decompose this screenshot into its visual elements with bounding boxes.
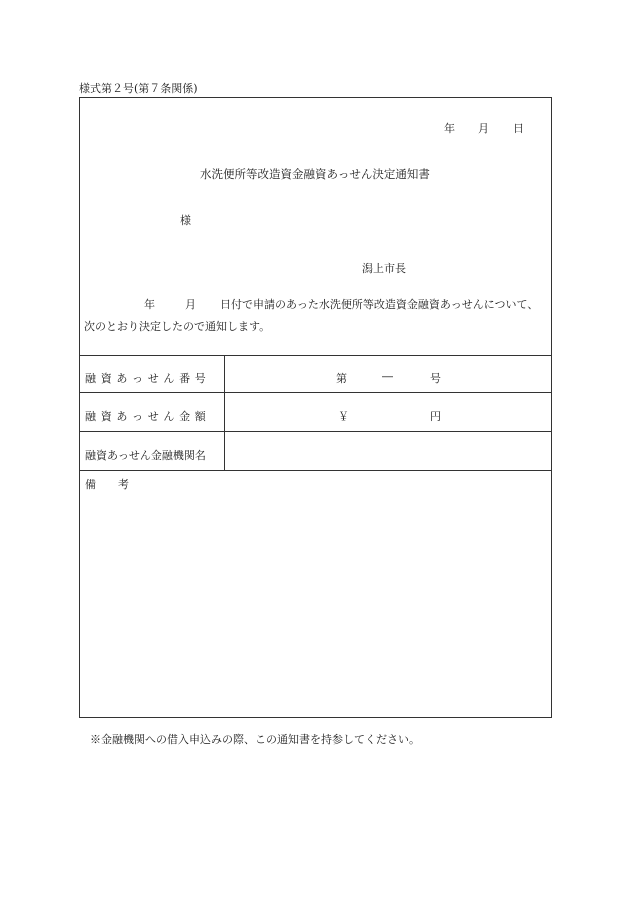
divider [80,431,551,432]
remarks-label [85,476,129,492]
loan-number-label: 融資あっせん番号 [85,372,211,385]
loan-number-dash: ― [382,370,393,383]
yen-mark: ￥ [338,410,349,423]
loan-number-prefix: 第 [336,372,347,385]
form-label: 様式第２号(第７条関係) [79,82,198,95]
addressee-suffix: 様 [180,214,191,227]
date-month: 月 [478,122,489,135]
divider [80,470,551,471]
notice-body [84,294,538,338]
institution-label: 融資あっせん金融機関名 [85,449,206,462]
remarks-char-1: 備 [85,478,96,491]
date-year: 年 [444,122,455,135]
remarks-char-2: 考 [118,478,129,491]
notice-form [79,97,552,718]
column-divider [224,355,225,470]
footnote: ※金融機関への借入申込みの際、この通知書を持参してください。 [90,733,420,746]
body-year: 年 [144,298,155,311]
body-line-1 [84,294,538,316]
loan-number-suffix: 号 [430,372,441,385]
date-day: 日 [513,122,524,135]
divider [80,392,551,393]
issuer: 潟上市長 [362,262,406,275]
divider [80,355,551,356]
body-line1-rest: 日付で申請のあった水洗便所等改造資金融資あっせんについて、 [220,298,539,311]
loan-amount-label: 融資あっせん金額 [85,410,211,423]
amount-unit: 円 [430,410,441,423]
body-month: 月 [185,298,196,311]
body-line-2: 次のとおり決定したので通知します。 [84,320,271,333]
document-title: 水洗便所等改造資金融資あっせん決定通知書 [200,167,430,181]
